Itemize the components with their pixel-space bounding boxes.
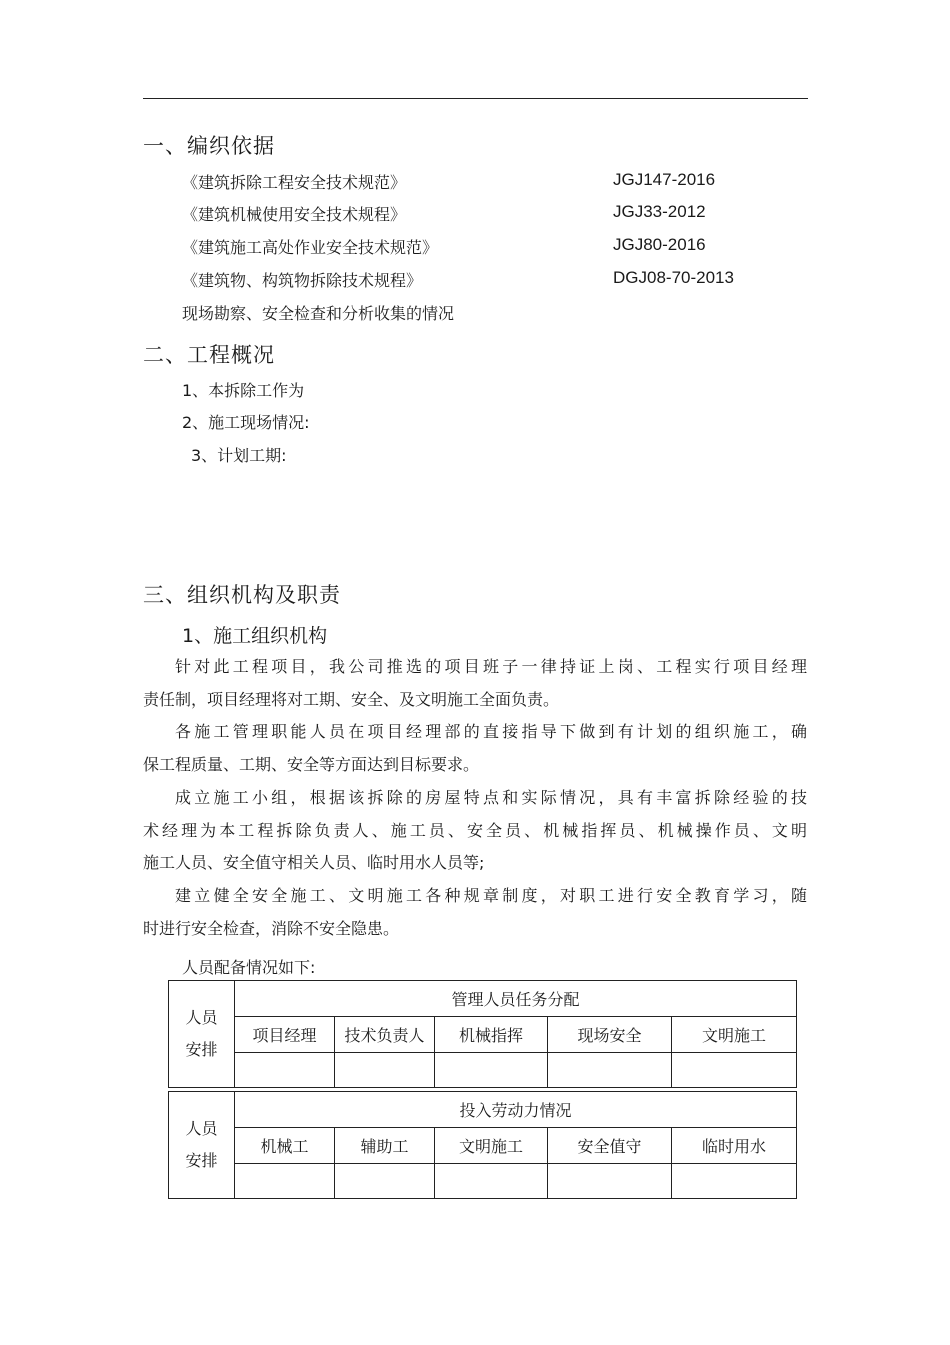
para-3-line-1: 成立施工小组，根据该拆除的房屋特点和实际情况，具有丰富拆除经验的技 <box>175 787 807 807</box>
ref-title-3: 《建筑施工高处作业安全技术规范》 <box>182 238 439 257</box>
table-row <box>169 981 797 1017</box>
ref-title-1: 《建筑拆除工程安全技术规范》 <box>182 173 407 192</box>
group1-cell-2 <box>335 1053 435 1088</box>
group2-col-1: 机械工 <box>235 1128 335 1164</box>
ref-code-2: JGJ33-2012 <box>613 202 706 221</box>
group2-title: 投入劳动力情况 <box>235 1092 797 1128</box>
group1-col-5: 文明施工 <box>672 1017 797 1053</box>
ref-title-2: 《建筑机械使用安全技术规程》 <box>182 205 407 224</box>
para-3-line-3: 施工人员、安全值守相关人员、临时用水人员等; <box>143 853 485 873</box>
ref-title-4: 《建筑物、构筑物拆除技术规程》 <box>182 271 423 290</box>
group1-title: 管理人员任务分配 <box>235 981 797 1017</box>
group1-col-1: 项目经理 <box>235 1017 335 1053</box>
group1-cell-1 <box>235 1053 335 1088</box>
para-4-line-1: 建立健全安全施工、文明施工各种规章制度，对职工进行安全教育学习，随 <box>175 885 807 905</box>
overview-item-3: 3、计划工期: <box>191 446 287 465</box>
group2-col-2: 辅助工 <box>335 1128 435 1164</box>
para-1-line-2: 责任制，项目经理将对工期、安全、及文明施工全面负责。 <box>143 689 560 709</box>
group2-cell-1 <box>235 1164 335 1199</box>
group2-cell-2 <box>335 1164 435 1199</box>
side-label-line2: 安排 <box>185 1151 218 1170</box>
section2-heading: 二、工程概况 <box>143 343 275 367</box>
para-2-line-2: 保工程质量、工期、安全等方面达到目标要求。 <box>143 755 480 775</box>
table-row <box>169 1164 797 1199</box>
ref-note: 现场勘察、安全检查和分析收集的情况 <box>182 304 455 323</box>
group1-cell-5 <box>672 1053 797 1088</box>
para-4-line-2: 时进行安全检查，消除不安全隐患。 <box>143 918 400 938</box>
group2-col-3: 文明施工 <box>435 1128 548 1164</box>
side-label-line1: 人员 <box>185 1008 218 1027</box>
staffing-table <box>168 980 797 1199</box>
group1-cell-3 <box>435 1053 548 1088</box>
side-label-cell <box>169 1092 235 1199</box>
table-row <box>169 1092 797 1128</box>
group2-cell-5 <box>672 1164 797 1199</box>
group2-cell-4 <box>548 1164 672 1199</box>
section1-heading: 一、编织依据 <box>143 134 275 158</box>
group1-col-4: 现场安全 <box>548 1017 672 1053</box>
side-label-line1: 人员 <box>185 1119 218 1138</box>
side-label-line2: 安排 <box>185 1040 218 1059</box>
group2-col-5: 临时用水 <box>672 1128 797 1164</box>
overview-item-2: 2、施工现场情况: <box>182 413 310 432</box>
table-row <box>169 1128 797 1164</box>
section3-heading: 三、组织机构及职责 <box>143 583 341 607</box>
table-row <box>169 1017 797 1053</box>
section3-sub1: 1、施工组织机构 <box>182 625 328 647</box>
ref-code-1: JGJ147-2016 <box>613 170 716 189</box>
header-rule <box>143 98 808 99</box>
group1-cell-4 <box>548 1053 672 1088</box>
group1-col-3: 机械指挥 <box>435 1017 548 1053</box>
ref-code-3: JGJ80-2016 <box>613 235 706 254</box>
group2-col-4: 安全值守 <box>548 1128 672 1164</box>
group1-col-2: 技术负责人 <box>335 1017 435 1053</box>
table-intro: 人员配备情况如下: <box>182 958 316 977</box>
para-3-line-2: 术经理为本工程拆除负责人、施工员、安全员、机械指挥员、机械操作员、文明 <box>143 820 807 840</box>
para-2-line-1: 各施工管理职能人员在项目经理部的直接指导下做到有计划的组织施工，确 <box>175 722 807 742</box>
ref-code-4: DGJ08-70-2013 <box>613 268 734 287</box>
para-1-line-1: 针对此工程项目，我公司推选的项目班子一律持证上岗、工程实行项目经理 <box>175 657 807 676</box>
side-label-cell <box>169 981 235 1088</box>
group2-cell-3 <box>435 1164 548 1199</box>
table-row <box>169 1053 797 1088</box>
overview-item-1: 1、本拆除工作为 <box>182 381 305 400</box>
body-paragraphs <box>143 651 807 945</box>
